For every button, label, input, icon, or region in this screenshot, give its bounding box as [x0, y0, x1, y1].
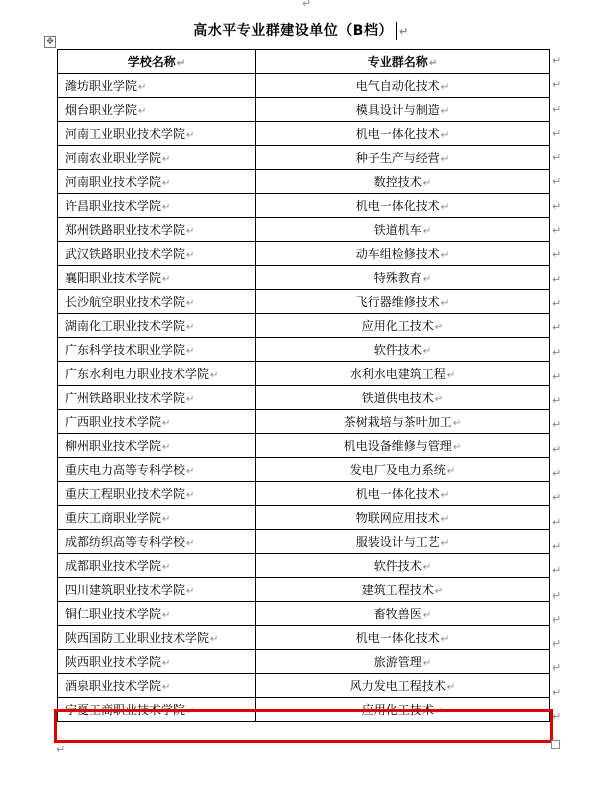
cell-mark: ↵	[446, 682, 456, 693]
group-name: 畜牧兽医	[373, 607, 422, 621]
row-end-mark: ↵	[552, 272, 562, 286]
table-row	[58, 290, 550, 314]
school-name-cell[interactable]	[58, 74, 256, 98]
table-row	[58, 218, 550, 242]
school-name-cell[interactable]	[58, 194, 256, 218]
school-name: 烟台职业学院	[65, 103, 138, 117]
school-table	[57, 49, 550, 722]
school-name: 河南工业职业技术学院	[65, 127, 186, 141]
cell-mark: ↵	[434, 586, 444, 597]
school-name: 长沙航空职业技术学院	[65, 295, 186, 309]
row-end-mark: ↵	[552, 151, 562, 165]
cell-mark: ↵	[162, 682, 171, 693]
group-name-cell[interactable]	[256, 218, 550, 242]
group-name: 机电一体化技术	[355, 487, 440, 501]
school-name-cell[interactable]	[58, 698, 256, 722]
cell-mark: ↵	[186, 226, 195, 237]
row-end-mark: ↵	[552, 710, 562, 724]
cell-mark: ↵	[186, 130, 195, 141]
school-name: 重庆电力高等专科学校	[65, 463, 186, 477]
row-end-mark: ↵	[552, 54, 562, 67]
school-name: 酒泉职业技术学院	[65, 679, 162, 693]
cell-mark: ↵	[422, 274, 432, 285]
cell-mark: ↵	[186, 490, 195, 501]
row-end-mark: ↵	[552, 199, 562, 213]
group-name: 特殊教育	[373, 271, 422, 285]
table-row	[58, 410, 550, 434]
group-name: 数控技术	[373, 175, 422, 189]
group-name: 发电厂及电力系统	[349, 463, 446, 477]
page-title: 高水平专业群建设单位（B档）	[193, 23, 393, 39]
top-paragraph-mark: ↵	[302, 0, 312, 10]
bottom-paragraph-mark: ↵	[56, 743, 66, 756]
header-group-name[interactable]	[256, 50, 550, 74]
cell-mark: ↵	[162, 178, 171, 189]
group-name-cell[interactable]	[256, 98, 550, 122]
school-name-cell[interactable]	[58, 314, 256, 338]
group-name-cell[interactable]	[256, 386, 550, 410]
group-name-cell[interactable]	[256, 122, 550, 146]
group-name: 风力发电工程技术	[349, 679, 446, 693]
table-row	[58, 314, 550, 338]
school-name: 潍坊职业学院	[65, 79, 138, 93]
group-name-cell[interactable]	[256, 194, 550, 218]
cell-mark: ↵	[428, 58, 438, 69]
school-name: 襄阳职业技术学院	[65, 271, 162, 285]
group-name-cell[interactable]	[256, 290, 550, 314]
school-name-cell[interactable]	[58, 338, 256, 362]
cell-mark: ↵	[186, 538, 195, 549]
table-row	[58, 122, 550, 146]
school-name: 广东水利电力职业技术学院	[65, 367, 210, 381]
group-name-cell[interactable]	[256, 626, 550, 650]
cell-mark: ↵	[434, 322, 444, 333]
group-name-cell[interactable]	[256, 146, 550, 170]
cell-mark: ↵	[440, 202, 450, 213]
school-name: 四川建筑职业技术学院	[65, 583, 186, 597]
group-name: 电气自动化技术	[355, 79, 440, 93]
cell-mark: ↵	[440, 514, 450, 525]
cell-mark: ↵	[422, 226, 432, 237]
cell-mark: ↵	[162, 562, 171, 573]
group-name-cell[interactable]	[256, 698, 550, 722]
table-row	[58, 506, 550, 530]
cell-mark: ↵	[440, 154, 450, 165]
row-end-mark: ↵	[552, 467, 562, 481]
school-name: 广西职业技术学院	[65, 415, 162, 429]
group-name-cell[interactable]	[256, 554, 550, 578]
cell-mark: ↵	[440, 298, 450, 309]
row-end-mark: ↵	[552, 224, 562, 238]
school-name-cell[interactable]	[58, 362, 256, 386]
table-row	[58, 386, 550, 410]
school-name: 湖南化工职业技术学院	[65, 319, 186, 333]
cell-mark: ↵	[162, 418, 171, 429]
school-name: 成都职业技术学院	[65, 559, 162, 573]
cell-mark: ↵	[186, 706, 195, 717]
cell-mark: ↵	[186, 298, 195, 309]
school-name-cell[interactable]	[58, 146, 256, 170]
table-resize-handle[interactable]	[551, 740, 560, 749]
school-name: 成都纺织高等专科学校	[65, 535, 186, 549]
group-name: 机电一体化技术	[355, 199, 440, 213]
group-name: 茶树栽培与茶叶加工	[343, 415, 452, 429]
row-end-mark: ↵	[552, 102, 562, 116]
cell-mark: ↵	[452, 442, 462, 453]
table-row	[58, 482, 550, 506]
school-name-cell[interactable]	[58, 290, 256, 314]
row-end-mark: ↵	[552, 637, 562, 651]
school-name: 重庆工商职业学院	[65, 511, 162, 525]
group-name: 机电一体化技术	[355, 631, 440, 645]
row-end-mark: ↵	[552, 588, 562, 602]
cell-mark: ↵	[440, 490, 450, 501]
table-row	[58, 578, 550, 602]
table-row	[58, 650, 550, 674]
group-name-cell[interactable]	[256, 362, 550, 386]
group-name: 机电一体化技术	[355, 127, 440, 141]
group-name-cell[interactable]	[256, 674, 550, 698]
table-row	[58, 458, 550, 482]
header-school-name[interactable]	[58, 50, 256, 74]
school-name-cell[interactable]	[58, 410, 256, 434]
group-name: 机电设备维修与管理	[343, 439, 452, 453]
cell-mark: ↵	[440, 538, 450, 549]
school-name-cell[interactable]	[58, 242, 256, 266]
cell-mark: ↵	[434, 706, 444, 717]
group-name: 动车组检修技术	[355, 247, 440, 261]
group-name: 软件技术	[373, 343, 422, 357]
group-name: 应用化工技术	[361, 319, 434, 333]
school-name: 陕西国防工业职业技术学院	[65, 631, 210, 645]
school-name: 广州铁路职业技术学院	[65, 391, 186, 405]
group-name: 种子生产与经营	[355, 151, 440, 165]
header-school-label: 学校名称	[127, 55, 176, 69]
cell-mark: ↵	[162, 658, 171, 669]
table-row	[58, 98, 550, 122]
group-name-cell[interactable]	[256, 314, 550, 338]
group-name-cell[interactable]	[256, 338, 550, 362]
school-name-cell[interactable]	[58, 506, 256, 530]
cell-mark: ↵	[162, 442, 171, 453]
row-end-mark: ↵	[552, 394, 562, 408]
row-end-mark: ↵	[552, 442, 562, 456]
school-name: 武汉铁路职业技术学院	[65, 247, 186, 261]
group-name: 水利水电建筑工程	[349, 367, 446, 381]
cell-mark: ↵	[440, 82, 450, 93]
school-name-cell[interactable]	[58, 98, 256, 122]
text-cursor	[396, 22, 397, 40]
cell-mark: ↵	[446, 466, 456, 477]
cell-mark: ↵	[186, 466, 195, 477]
group-name: 物联网应用技术	[355, 511, 440, 525]
school-name: 广东科学技术职业学院	[65, 343, 186, 357]
school-name-cell[interactable]	[58, 434, 256, 458]
group-name: 软件技术	[373, 559, 422, 573]
title-paragraph-mark: ↵	[398, 25, 409, 38]
cell-mark: ↵	[162, 610, 171, 621]
row-end-mark: ↵	[552, 564, 562, 578]
cell-mark: ↵	[440, 634, 450, 645]
group-name: 应用化工技术	[361, 703, 434, 717]
school-name-cell[interactable]	[58, 218, 256, 242]
group-name-cell[interactable]	[256, 242, 550, 266]
cell-mark: ↵	[446, 370, 456, 381]
table-row	[58, 194, 550, 218]
school-name-cell[interactable]	[58, 386, 256, 410]
school-name: 郑州铁路职业技术学院	[65, 223, 186, 237]
school-name-cell[interactable]	[58, 482, 256, 506]
cell-mark: ↵	[186, 586, 195, 597]
table-row	[58, 362, 550, 386]
header-group-label: 专业群名称	[367, 55, 428, 69]
cell-mark: ↵	[162, 274, 171, 285]
cell-mark: ↵	[422, 610, 432, 621]
group-name: 飞行器维修技术	[355, 295, 440, 309]
cell-mark: ↵	[422, 658, 432, 669]
cell-mark: ↵	[186, 346, 195, 357]
cell-mark: ↵	[162, 154, 171, 165]
table-row	[58, 674, 550, 698]
table-move-handle-icon[interactable]: ✥	[44, 36, 56, 48]
row-end-mark: ↵	[552, 685, 562, 699]
group-name-cell[interactable]	[256, 602, 550, 626]
school-name-cell[interactable]	[58, 530, 256, 554]
row-end-mark: ↵	[552, 661, 562, 675]
group-name: 建筑工程技术	[361, 583, 434, 597]
row-end-mark: ↵	[552, 418, 562, 432]
cell-mark: ↵	[210, 370, 219, 381]
table-row	[58, 74, 550, 98]
row-end-mark: ↵	[552, 491, 562, 505]
cell-mark: ↵	[138, 82, 147, 93]
group-name-cell[interactable]	[256, 74, 550, 98]
group-name: 服装设计与工艺	[355, 535, 440, 549]
group-name: 模具设计与制造	[355, 103, 440, 117]
table-row	[58, 434, 550, 458]
group-name: 旅游管理	[373, 655, 422, 669]
row-end-mark: ↵	[552, 612, 562, 626]
cell-mark: ↵	[176, 58, 186, 69]
group-name-cell[interactable]	[256, 170, 550, 194]
table-row	[58, 146, 550, 170]
cell-mark: ↵	[440, 106, 450, 117]
cell-mark: ↵	[186, 250, 195, 261]
cell-mark: ↵	[210, 634, 219, 645]
cell-mark: ↵	[440, 250, 450, 261]
table-row	[58, 170, 550, 194]
cell-mark: ↵	[186, 394, 195, 405]
school-name: 柳州职业技术学院	[65, 439, 162, 453]
cell-mark: ↵	[162, 202, 171, 213]
group-name-cell[interactable]	[256, 530, 550, 554]
school-name: 宁夏工商职业技术学院	[65, 703, 186, 717]
table-row	[58, 698, 550, 722]
school-name-cell[interactable]	[58, 122, 256, 146]
row-end-mark: ↵	[552, 175, 562, 189]
school-name: 陕西职业技术学院	[65, 655, 162, 669]
row-end-mark: ↵	[552, 321, 562, 335]
group-name-cell[interactable]	[256, 650, 550, 674]
row-end-marks	[552, 49, 564, 729]
group-name-cell[interactable]	[256, 458, 550, 482]
row-end-mark: ↵	[552, 345, 562, 359]
group-name-cell[interactable]	[256, 266, 550, 290]
table-row	[58, 242, 550, 266]
school-name-cell[interactable]	[58, 650, 256, 674]
table-row	[58, 266, 550, 290]
table-row	[58, 554, 550, 578]
cell-mark: ↵	[422, 346, 432, 357]
school-name-cell[interactable]	[58, 170, 256, 194]
school-name: 重庆工程职业技术学院	[65, 487, 186, 501]
school-name-cell[interactable]	[58, 578, 256, 602]
row-end-mark: ↵	[552, 248, 562, 262]
group-name-cell[interactable]	[256, 410, 550, 434]
cell-mark: ↵	[422, 178, 432, 189]
document-title-line	[0, 20, 602, 40]
table-row	[58, 626, 550, 650]
table-row	[58, 530, 550, 554]
row-end-mark: ↵	[552, 369, 562, 383]
cell-mark: ↵	[422, 562, 432, 573]
row-end-mark: ↵	[552, 515, 562, 529]
school-name: 许昌职业技术学院	[65, 199, 162, 213]
school-name: 铜仁职业技术学院	[65, 607, 162, 621]
table-row	[58, 602, 550, 626]
school-name-cell[interactable]	[58, 674, 256, 698]
row-end-mark: ↵	[552, 296, 562, 310]
school-name: 河南职业技术学院	[65, 175, 162, 189]
cell-mark: ↵	[434, 394, 444, 405]
cell-mark: ↵	[440, 130, 450, 141]
cell-mark: ↵	[452, 418, 462, 429]
group-name-cell[interactable]	[256, 578, 550, 602]
table-row	[58, 338, 550, 362]
school-name-cell[interactable]	[58, 602, 256, 626]
row-end-mark: ↵	[552, 126, 562, 140]
school-name-cell[interactable]	[58, 266, 256, 290]
group-name: 铁道机车	[373, 223, 422, 237]
group-name-cell[interactable]	[256, 506, 550, 530]
table-header-row	[58, 50, 550, 74]
row-end-mark: ↵	[552, 539, 562, 553]
group-name-cell[interactable]	[256, 434, 550, 458]
school-name-cell[interactable]	[58, 554, 256, 578]
cell-mark: ↵	[138, 106, 147, 117]
school-name: 河南农业职业学院	[65, 151, 162, 165]
school-name-cell[interactable]	[58, 626, 256, 650]
group-name: 铁道供电技术	[361, 391, 434, 405]
cell-mark: ↵	[162, 514, 171, 525]
school-name-cell[interactable]	[58, 458, 256, 482]
group-name-cell[interactable]	[256, 482, 550, 506]
row-end-mark: ↵	[552, 78, 562, 92]
table-body	[58, 74, 550, 722]
cell-mark: ↵	[186, 322, 195, 333]
